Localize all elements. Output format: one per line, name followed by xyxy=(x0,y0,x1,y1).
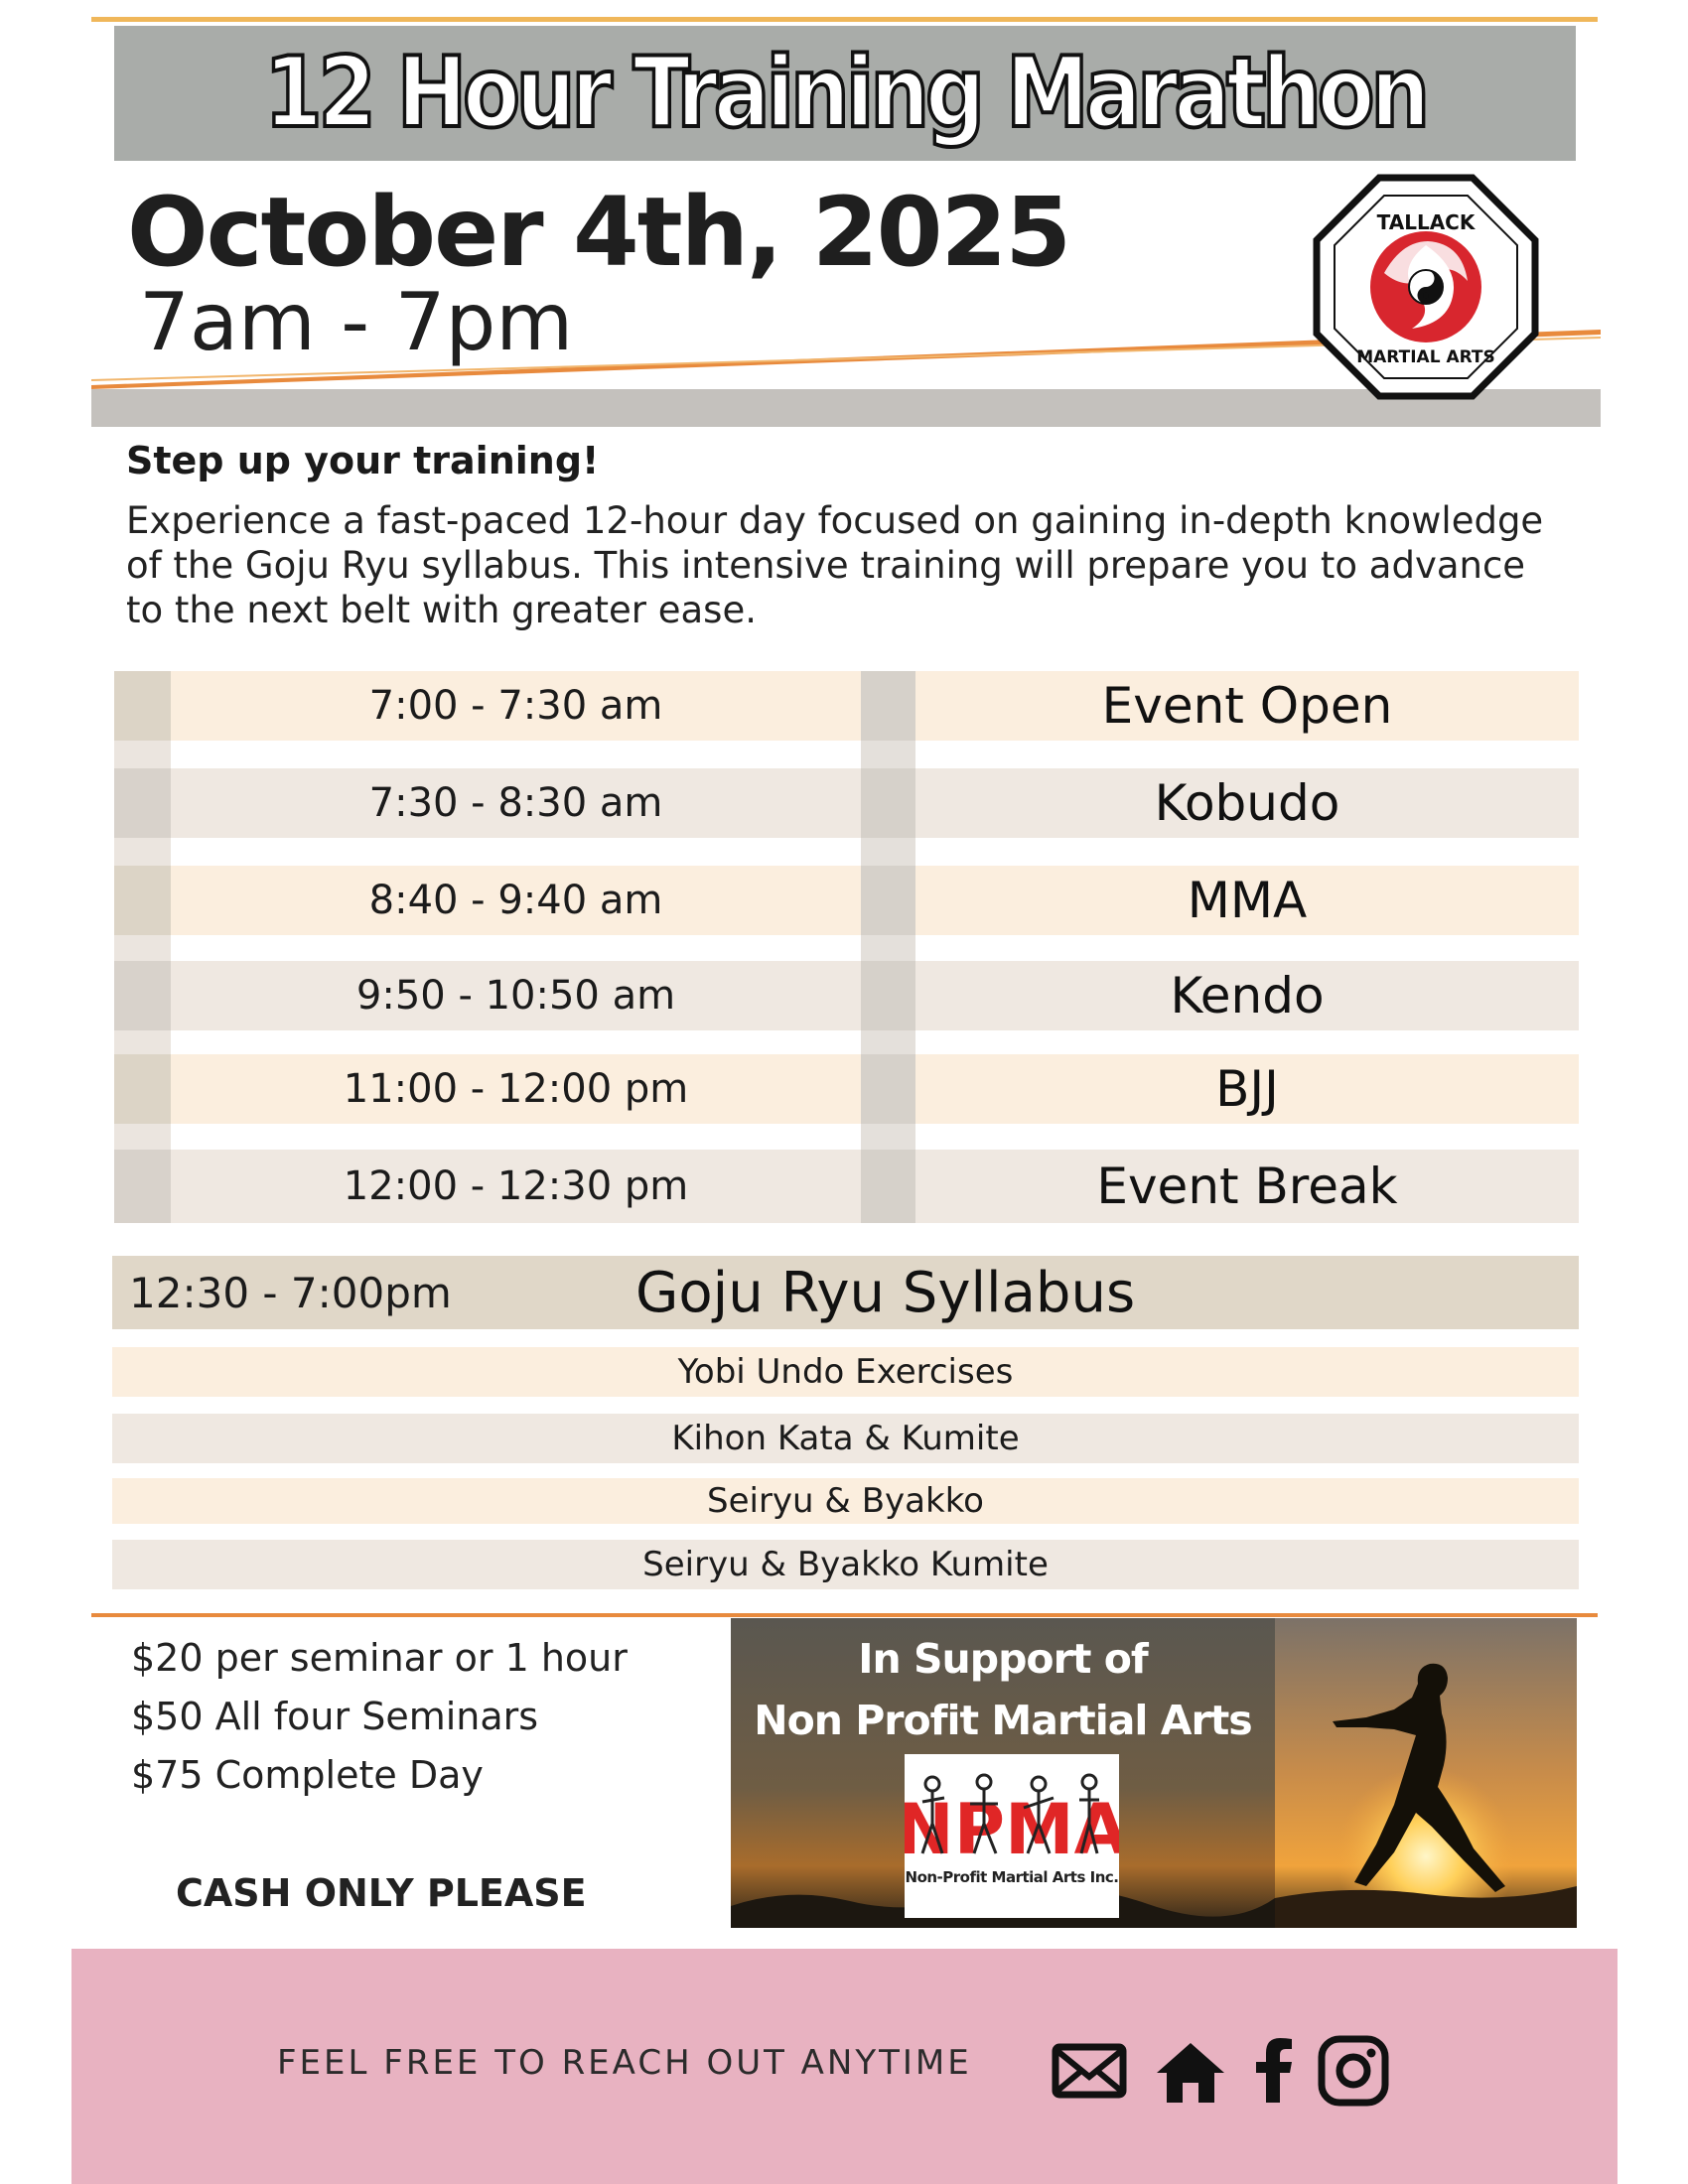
section-divider xyxy=(91,1613,1598,1617)
npma-logo-art xyxy=(905,1754,1119,1918)
logo-text-bottom: MARTIAL ARTS xyxy=(1356,347,1495,367)
npma-label: Non-Profit Martial Arts Inc. xyxy=(905,1868,1119,1886)
npma-letters: NPMA xyxy=(905,1789,1119,1870)
tallack-logo xyxy=(1313,174,1539,400)
event-date: October 4th, 2025 xyxy=(127,177,1070,288)
intro-heading: Step up your training! xyxy=(126,439,600,482)
goju-title: Goju Ryu Syllabus xyxy=(635,1260,1136,1325)
support-line-1: In Support of xyxy=(858,1635,1148,1683)
support-title xyxy=(731,1628,1275,1751)
price-line: $50 All four Seminars xyxy=(131,1695,539,1738)
schedule-event: Kobudo xyxy=(1154,774,1340,832)
schedule-row xyxy=(114,1054,1579,1124)
goju-item: Kihon Kata & Kumite xyxy=(112,1414,1579,1463)
schedule-row xyxy=(114,866,1579,935)
goju-item: Seiryu & Byakko xyxy=(112,1478,1579,1524)
npma-logo xyxy=(905,1754,1119,1918)
logo-text-top: TALLACK xyxy=(1376,210,1476,234)
page-title: 12 Hour Training Marathon xyxy=(264,37,1426,150)
schedule-event: Event Break xyxy=(1096,1158,1398,1215)
schedule-event: MMA xyxy=(1187,872,1308,929)
facebook-icon[interactable] xyxy=(1236,2033,1312,2109)
support-line-2: Non Profit Martial Arts xyxy=(754,1697,1252,1744)
price-line: $75 Complete Day xyxy=(131,1753,484,1797)
schedule-row xyxy=(114,961,1579,1030)
intro-body: Experience a fast-paced 12-hour day focused on gaining in-depth knowledge of the Goju Ryu syllabus. This intensive training will prepare you to advance to the next belt with greater ease. xyxy=(126,499,1544,631)
schedule-time: 9:50 - 10:50 am xyxy=(355,973,676,1019)
schedule-event: Kendo xyxy=(1170,967,1325,1024)
schedule-time: 11:00 - 12:00 pm xyxy=(343,1066,689,1112)
footer-text: FEEL FREE TO REACH OUT ANYTIME xyxy=(277,2043,972,2083)
goju-item: Yobi Undo Exercises xyxy=(112,1347,1579,1397)
schedule-time: 7:00 - 7:30 am xyxy=(368,683,663,729)
schedule-event: BJJ xyxy=(1215,1060,1279,1118)
home-icon[interactable] xyxy=(1153,2033,1228,2109)
price-line: $20 per seminar or 1 hour xyxy=(131,1636,628,1680)
schedule-event: Event Open xyxy=(1101,677,1393,735)
schedule-row xyxy=(114,768,1579,838)
top-accent-line xyxy=(91,17,1598,22)
schedule-row xyxy=(114,1150,1579,1223)
goju-item: Seiryu & Byakko Kumite xyxy=(112,1540,1579,1589)
event-time: 7am - 7pm xyxy=(139,276,574,368)
schedule-time: 7:30 - 8:30 am xyxy=(368,780,663,826)
schedule-time: 12:00 - 12:30 pm xyxy=(343,1163,689,1209)
cash-only-note: CASH ONLY PLEASE xyxy=(176,1871,587,1915)
instagram-icon[interactable] xyxy=(1316,2033,1391,2109)
schedule-row xyxy=(114,671,1579,741)
schedule-time: 8:40 - 9:40 am xyxy=(368,878,663,923)
goju-time: 12:30 - 7:00pm xyxy=(129,1268,452,1317)
mail-icon[interactable] xyxy=(1052,2033,1127,2109)
